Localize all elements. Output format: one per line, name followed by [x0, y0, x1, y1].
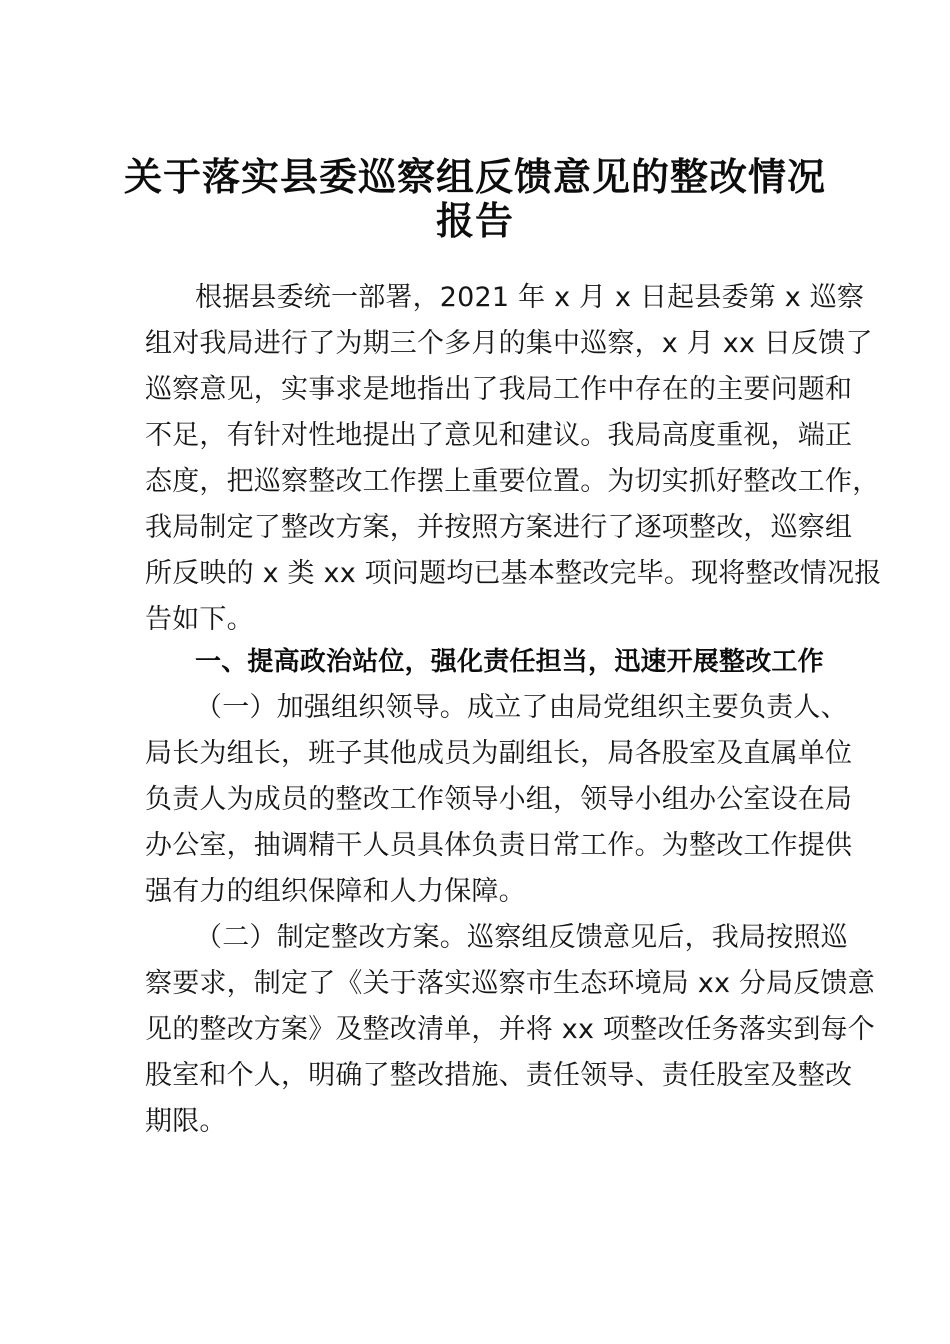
paragraph-1-line-1: 根据县委统一部署，2021 年 x 月 x 日起县委第 x 巡察	[195, 282, 865, 313]
paragraph-1-line-5: 态度，把巡察整改工作摆上重要位置。为切实抓好整改工作，	[145, 466, 880, 497]
paragraph-2-line-1: （一）加强组织领导。成立了由局党组织主要负责人、	[195, 692, 848, 723]
paragraph-3-line-3: 见的整改方案》及整改清单，并将 xx 项整改任务落实到每个	[145, 1014, 875, 1045]
paragraph-2-line-5: 强有力的组织保障和人力保障。	[145, 876, 526, 907]
paragraph-1-line-8: 告如下。	[145, 604, 254, 635]
paragraph-3-line-2: 察要求，制定了《关于落实巡察市生态环境局 xx 分局反馈意	[145, 968, 875, 999]
paragraph-1-line-2: 组对我局进行了为期三个多月的集中巡察，x 月 xx 日反馈了	[145, 328, 873, 359]
section-1-heading: 一、提高政治站位，强化责任担当，迅速开展整改工作	[195, 647, 824, 677]
paragraph-1-line-3: 巡察意见，实事求是地指出了我局工作中存在的主要问题和	[145, 374, 853, 405]
paragraph-3-line-5: 期限。	[145, 1106, 227, 1137]
paragraph-1-line-4: 不足，有针对性地提出了意见和建议。我局高度重视，端正	[145, 420, 853, 451]
paragraph-3-line-4: 股室和个人，明确了整改措施、责任领导、责任股室及整改	[145, 1060, 853, 1091]
paragraph-1-line-6: 我局制定了整改方案，并按照方案进行了逐项整改，巡察组	[145, 512, 853, 543]
paragraph-2-line-4: 办公室，抽调精干人员具体负责日常工作。为整改工作提供	[145, 830, 853, 861]
paragraph-3-line-1: （二）制定整改方案。巡察组反馈意见后，我局按照巡	[195, 922, 848, 953]
paragraph-2-line-2: 局长为组长，班子其他成员为副组长，局各股室及直属单位	[145, 738, 853, 769]
document-title-line-2: 报告	[435, 199, 514, 243]
document-title-line-1: 关于落实县委巡察组反馈意见的整改情况	[123, 155, 826, 199]
paragraph-1-line-7: 所反映的 x 类 xx 项问题均已基本整改完毕。现将整改情况报	[145, 558, 882, 589]
paragraph-2-line-3: 负责人为成员的整改工作领导小组，领导小组办公室设在局	[145, 784, 853, 815]
